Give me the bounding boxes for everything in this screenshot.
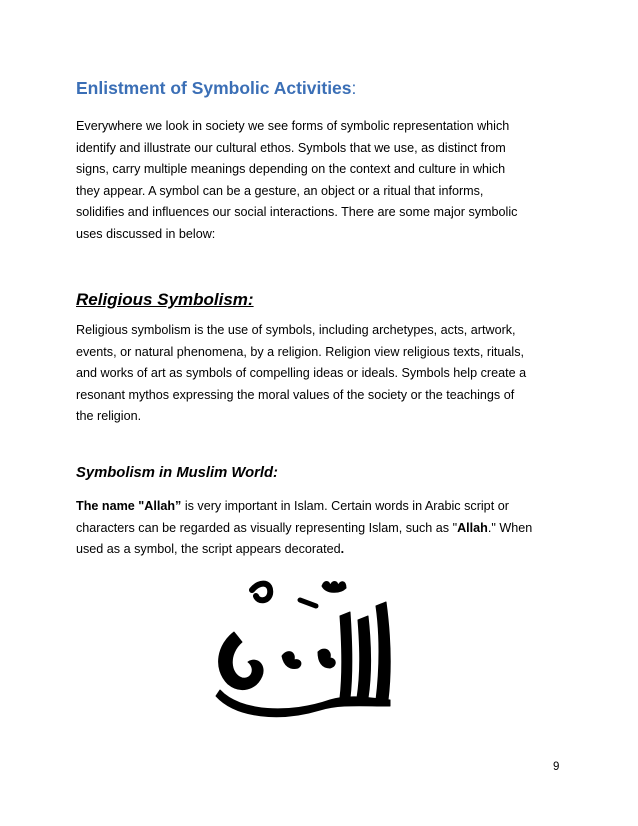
shadda-mark (322, 582, 346, 593)
text-line: resonant mythos expressing the moral values of the society or the teachings of (76, 387, 515, 402)
text-line: events, or natural phenomena, by a religion. Religion view religious texts, rituals, (76, 344, 525, 359)
bold-phrase: Allah (457, 520, 488, 535)
ha-stroke (219, 632, 263, 690)
paragraph-muslim-world (76, 496, 566, 561)
heading-text: Enlistment of Symbolic Activities (76, 78, 352, 98)
decorative-mark (282, 652, 301, 669)
text-fragment: ." When (487, 520, 533, 535)
text-line (76, 496, 566, 518)
text-fragment: characters can be regarded as visually representing Islam, such as " (76, 520, 458, 535)
text-fragment: is very important in Islam. Certain words in Arabic script or (181, 499, 509, 513)
text-line (76, 539, 566, 561)
page-number: 9 (553, 761, 560, 773)
text-fragment: used as a symbol, the script appears decorated (76, 542, 341, 557)
text-line: uses discussed in below: (76, 226, 216, 241)
paragraph-religious-symbolism (76, 320, 566, 428)
text-line: the religion. (76, 409, 142, 424)
laam-stroke (357, 616, 371, 698)
text-line (76, 518, 566, 540)
text-line: signs, carry multiple meanings depending on the context and culture in which (76, 162, 506, 177)
decorative-mark (318, 649, 335, 668)
alif-khanjariya-mark (300, 600, 316, 606)
text-line: and works of art as symbols of compelling ideas or ideals. Symbols help create a (76, 366, 527, 381)
laam-stroke (340, 612, 352, 698)
section-heading-religious-symbolism: Religious Symbolism: (76, 290, 254, 309)
bold-phrase: The name "Allah” (76, 499, 182, 513)
allah-calligraphy-image (200, 572, 410, 722)
text-line: identify and illustrate our cultural ethos. Symbols that we use, as distinct from (76, 140, 506, 155)
text-line: they appear. A symbol can be a gesture, an object or a ritual that informs, (76, 183, 484, 198)
alif-stroke (376, 602, 390, 700)
damma-mark (252, 584, 270, 601)
text-line: Religious symbolism is the use of symbols, including archetypes, acts, artwork, (76, 323, 516, 337)
text-line: solidifies and influences our social interactions. There are some major symbolic (76, 205, 518, 220)
bold-phrase: . (340, 542, 345, 557)
text-line: Everywhere we look in society we see forms of symbolic representation which (76, 119, 510, 133)
paragraph-symbolic-activities (76, 116, 566, 246)
section-heading-symbolic-activities (76, 78, 356, 99)
section-heading-muslim-world: Symbolism in Muslim World: (76, 465, 278, 481)
heading-colon: : (351, 78, 357, 98)
